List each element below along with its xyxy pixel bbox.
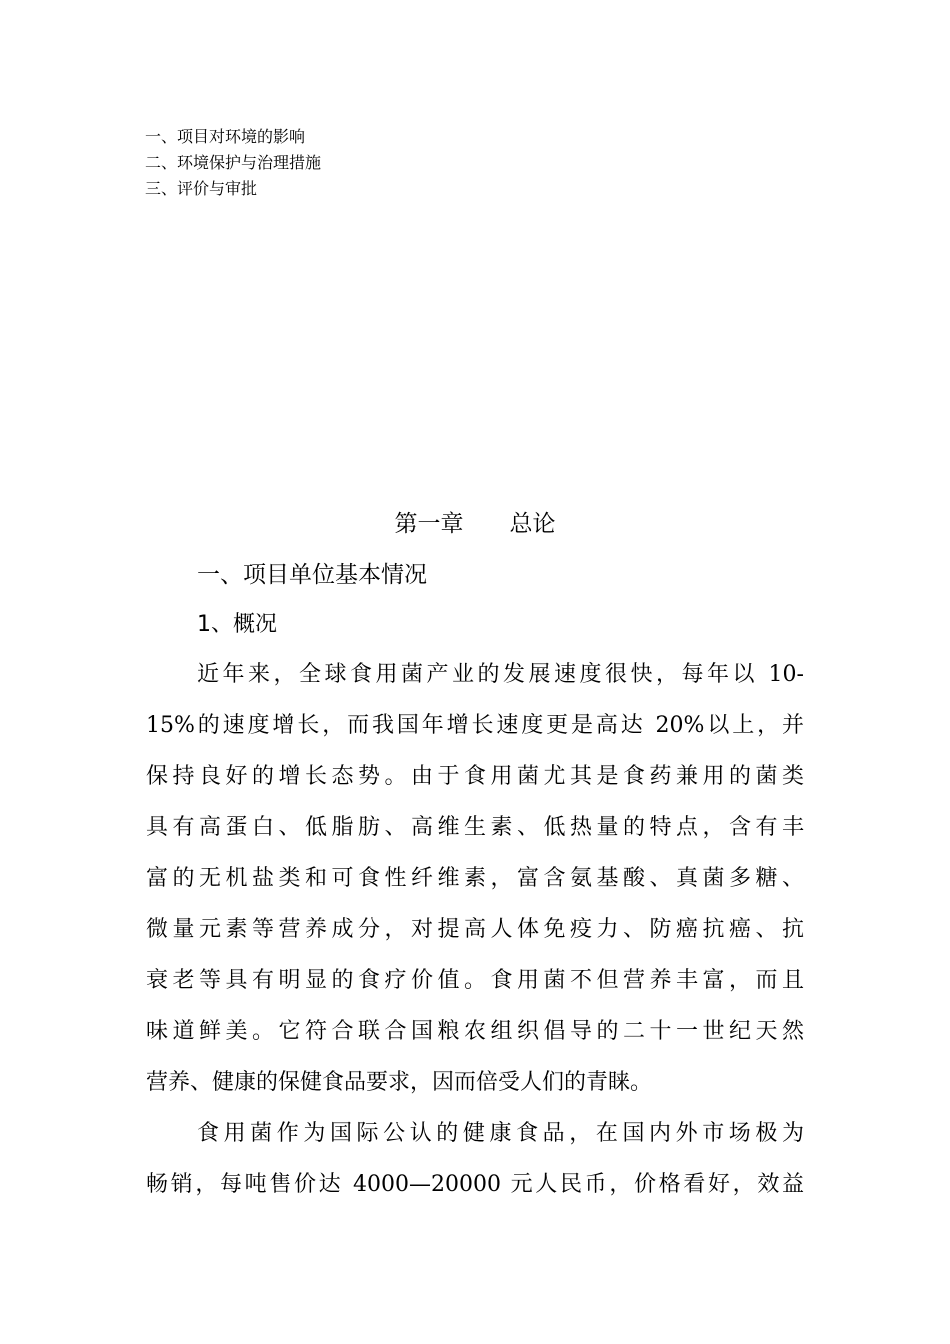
- chapter-title: 第一章 总论: [394, 511, 556, 537]
- toc-item: 一、项目对环境的影响: [145, 127, 306, 146]
- paragraph-line: 食用菌作为国际公认的健康食品，在国内外市场极为: [197, 1121, 804, 1146]
- paragraph-line: 富的无机盐类和可食性纤维素，富含氨基酸、真菌多糖、: [146, 866, 804, 891]
- paragraph-line: 衰老等具有明显的食疗价值。食用菌不但营养丰富，而且: [146, 968, 804, 993]
- subsection-heading: 1、概况: [197, 612, 277, 637]
- paragraph-line: 15%的速度增长，而我国年增长速度更是高达 20%以上，并: [146, 713, 804, 738]
- paragraph-line: 畅销，每吨售价达 4000—20000 元人民币，价格看好，效益: [146, 1172, 804, 1197]
- paragraph-line: 保持良好的增长态势。由于食用菌尤其是食药兼用的菌类: [146, 764, 804, 789]
- table-of-contents: [145, 124, 645, 202]
- section-heading: 一、项目单位基本情况: [197, 562, 427, 588]
- paragraph-line: 味道鲜美。它符合联合国粮农组织倡导的二十一世纪天然: [146, 1019, 804, 1044]
- toc-item: 三、评价与审批: [145, 179, 258, 198]
- toc-item: 二、环境保护与治理措施: [145, 153, 322, 172]
- paragraph-line: 近年来，全球食用菌产业的发展速度很快，每年以 10-: [197, 662, 804, 687]
- paragraph-line: 具有高蛋白、低脂肪、高维生素、低热量的特点，含有丰: [146, 815, 804, 840]
- paragraph-line: 营养、健康的保健食品要求，因而倍受人们的青睐。: [146, 1070, 653, 1095]
- paragraph-line: 微量元素等营养成分，对提高人体免疫力、防癌抗癌、抗: [146, 917, 804, 942]
